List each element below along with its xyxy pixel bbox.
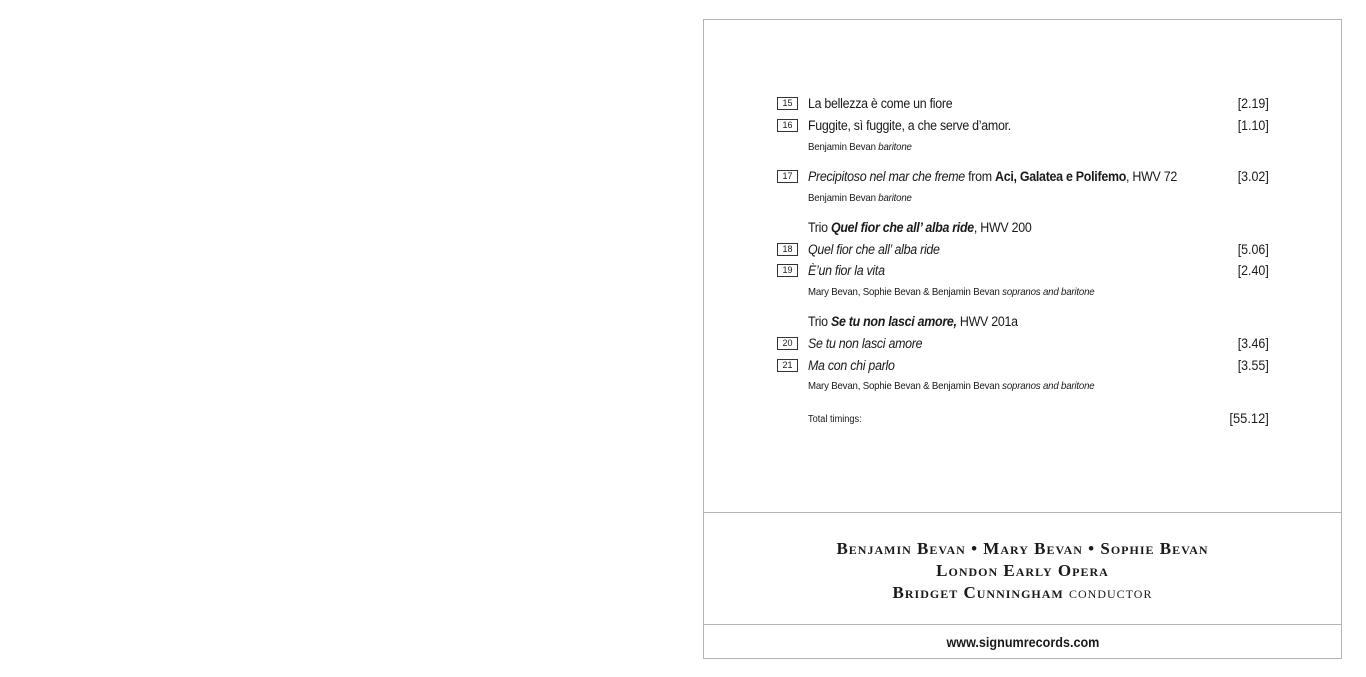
conductor-role: conductor xyxy=(1063,583,1153,602)
track-duration: [1.10] xyxy=(1237,118,1269,133)
track-number: 21 xyxy=(777,359,798,372)
track-number: 19 xyxy=(777,264,798,277)
performer-names: Mary Bevan, Sophie Bevan & Benjamin Bevan xyxy=(808,286,1003,298)
performer-credit xyxy=(808,140,912,154)
work-heading-text xyxy=(808,219,1032,237)
track-duration: [3.02] xyxy=(1237,169,1269,184)
performer-names: Mary Bevan, Sophie Bevan & Benjamin Bevan xyxy=(808,380,1003,392)
performer-role: sopranos and baritone xyxy=(1002,380,1095,392)
track-title: Ma con chi parlo xyxy=(807,358,895,373)
performer-credit xyxy=(808,191,912,205)
footer xyxy=(704,624,1341,658)
performer-credit xyxy=(808,379,1094,393)
soloists-line: Benjamin Bevan • Mary Bevan • Sophie Bevan xyxy=(836,539,1209,558)
artist-credits xyxy=(704,512,1341,624)
track-number: 17 xyxy=(777,170,798,183)
track-number: 18 xyxy=(777,243,798,256)
work-catalogue: , HWV 200 xyxy=(973,220,1032,235)
track-title-opera: Aci, Galatea e Polifemo xyxy=(995,169,1127,184)
track-duration: [3.46] xyxy=(1237,336,1269,351)
performer-role: baritone xyxy=(878,192,912,204)
booklet-page xyxy=(703,19,1342,659)
performer-role: baritone xyxy=(878,141,912,153)
track-duration: [3.55] xyxy=(1237,358,1269,373)
work-heading-text xyxy=(808,313,1018,331)
conductor-line xyxy=(704,583,1341,603)
track-title: Fuggite, sì fuggite, a che serve d’amor. xyxy=(807,118,1011,133)
website-link[interactable]: www.signumrecords.com xyxy=(946,634,1099,650)
track-title: Quel fior che all’ alba ride xyxy=(807,242,940,257)
track-list xyxy=(704,20,1341,512)
track-number: 15 xyxy=(777,97,798,110)
ensemble-line: London Early Opera xyxy=(936,561,1109,580)
track-number: 16 xyxy=(777,119,798,132)
track-duration: [5.06] xyxy=(1237,242,1269,257)
work-catalogue: HWV 201a xyxy=(956,314,1018,329)
track-number: 20 xyxy=(777,337,798,350)
track-title: Se tu non lasci amore xyxy=(807,336,923,351)
work-prefix: Trio xyxy=(807,314,831,329)
track-title xyxy=(808,168,1177,186)
track-title-catalogue: , HWV 72 xyxy=(1126,169,1177,184)
performer-credit xyxy=(808,285,1094,299)
performer-names: Benjamin Bevan xyxy=(808,141,879,153)
conductor-name: Bridget Cunningham xyxy=(892,583,1064,602)
work-prefix: Trio xyxy=(807,220,831,235)
performer-role: sopranos and baritone xyxy=(1002,286,1095,298)
track-title-from: from xyxy=(964,169,996,184)
work-title: Se tu non lasci amore, xyxy=(830,314,957,329)
performer-names: Benjamin Bevan xyxy=(808,192,879,204)
track-title: È’un fior la vita xyxy=(807,263,885,278)
track-title-italic: Precipitoso nel mar che freme xyxy=(807,169,965,184)
total-timings-value: [55.12] xyxy=(1229,410,1269,426)
track-duration: [2.19] xyxy=(1237,96,1269,111)
track-duration: [2.40] xyxy=(1237,263,1269,278)
total-timings-label: Total timings: xyxy=(808,414,862,425)
track-title: La bellezza è come un fiore xyxy=(807,96,953,111)
work-title: Quel fior che all’ alba ride xyxy=(830,220,974,235)
